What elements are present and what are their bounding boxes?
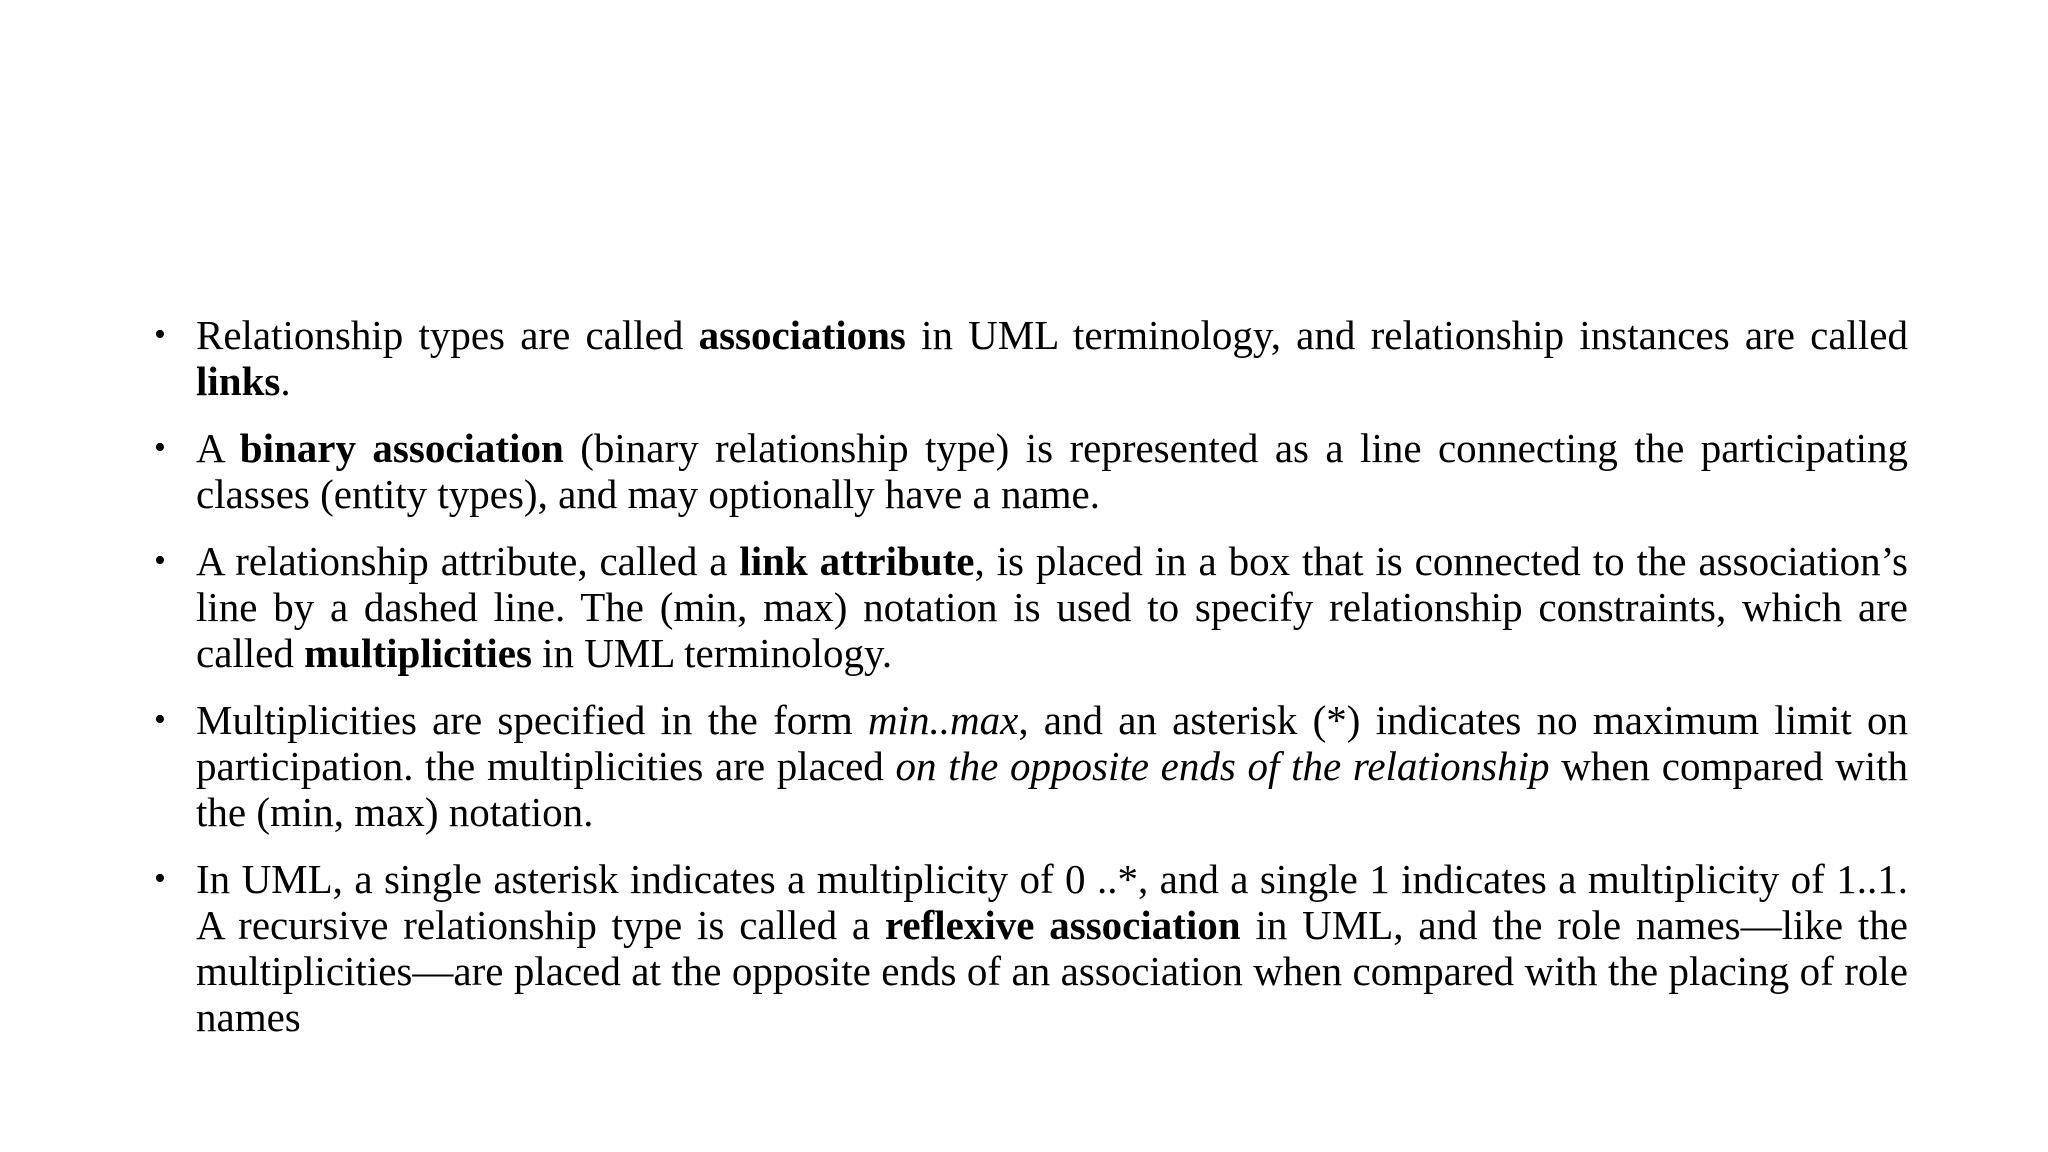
bold-term: associations xyxy=(698,312,906,358)
bullet-item-associations xyxy=(150,312,1908,404)
bullet-text: . xyxy=(280,358,291,404)
bullet-icon: • xyxy=(154,701,166,738)
bold-term: reflexive association xyxy=(884,902,1241,948)
bullet-item-reflexive-association xyxy=(150,856,1908,1040)
bullet-item-binary-association xyxy=(150,425,1908,517)
bullet-text: (binary relationship type) is represented as a line connecting the participating classes (entity types), and may optionally have a name. xyxy=(196,425,1908,517)
bullet-text: in UML terminology. xyxy=(531,630,893,676)
bullet-item-link-attribute xyxy=(150,538,1908,676)
bold-term: binary association xyxy=(239,425,564,471)
bullet-list xyxy=(150,312,1908,1061)
bullet-text: A xyxy=(196,425,240,471)
bullet-text: , is placed in a box that is connected to the association’s line by a dashed line. The (min, max) notation is used to specify relationship constraints, which are called xyxy=(196,538,1908,676)
bullet-text: in UML, and the role names—like the multiplicities—are placed at the opposite ends of an association when compared with the placing of role names xyxy=(196,902,1908,1040)
bullet-text: A relationship attribute, called a xyxy=(196,538,740,584)
bullet-text: In UML, a single asterisk indicates a multiplicity of 0 ..*, and a single 1 indicates a multiplicity of 1..1. A recursive relationship type is called a xyxy=(196,856,1908,948)
italic-term: on the opposite ends of the relationship xyxy=(895,743,1550,789)
bullet-icon: • xyxy=(154,542,166,579)
bold-term: multiplicities xyxy=(304,630,532,676)
bullet-text: when compared with the (min, max) notation. xyxy=(196,743,1909,835)
bullet-icon: • xyxy=(154,429,166,466)
bullet-item-multiplicities xyxy=(150,697,1908,835)
bullet-text: Multiplicities are specified in the form xyxy=(196,697,869,743)
bullet-text: , and an asterisk (*) indicates no maximum limit on participation. the multiplicities are placed xyxy=(196,697,1908,789)
bullet-text: in UML terminology, and relationship instances are called xyxy=(905,312,1908,358)
bold-term: links xyxy=(196,358,281,404)
bullet-icon: • xyxy=(154,860,166,897)
italic-term: min..max xyxy=(868,697,1019,743)
bullet-icon: • xyxy=(154,316,166,353)
bold-term: link attribute xyxy=(739,538,975,584)
bullet-text: Relationship types are called xyxy=(196,312,699,358)
